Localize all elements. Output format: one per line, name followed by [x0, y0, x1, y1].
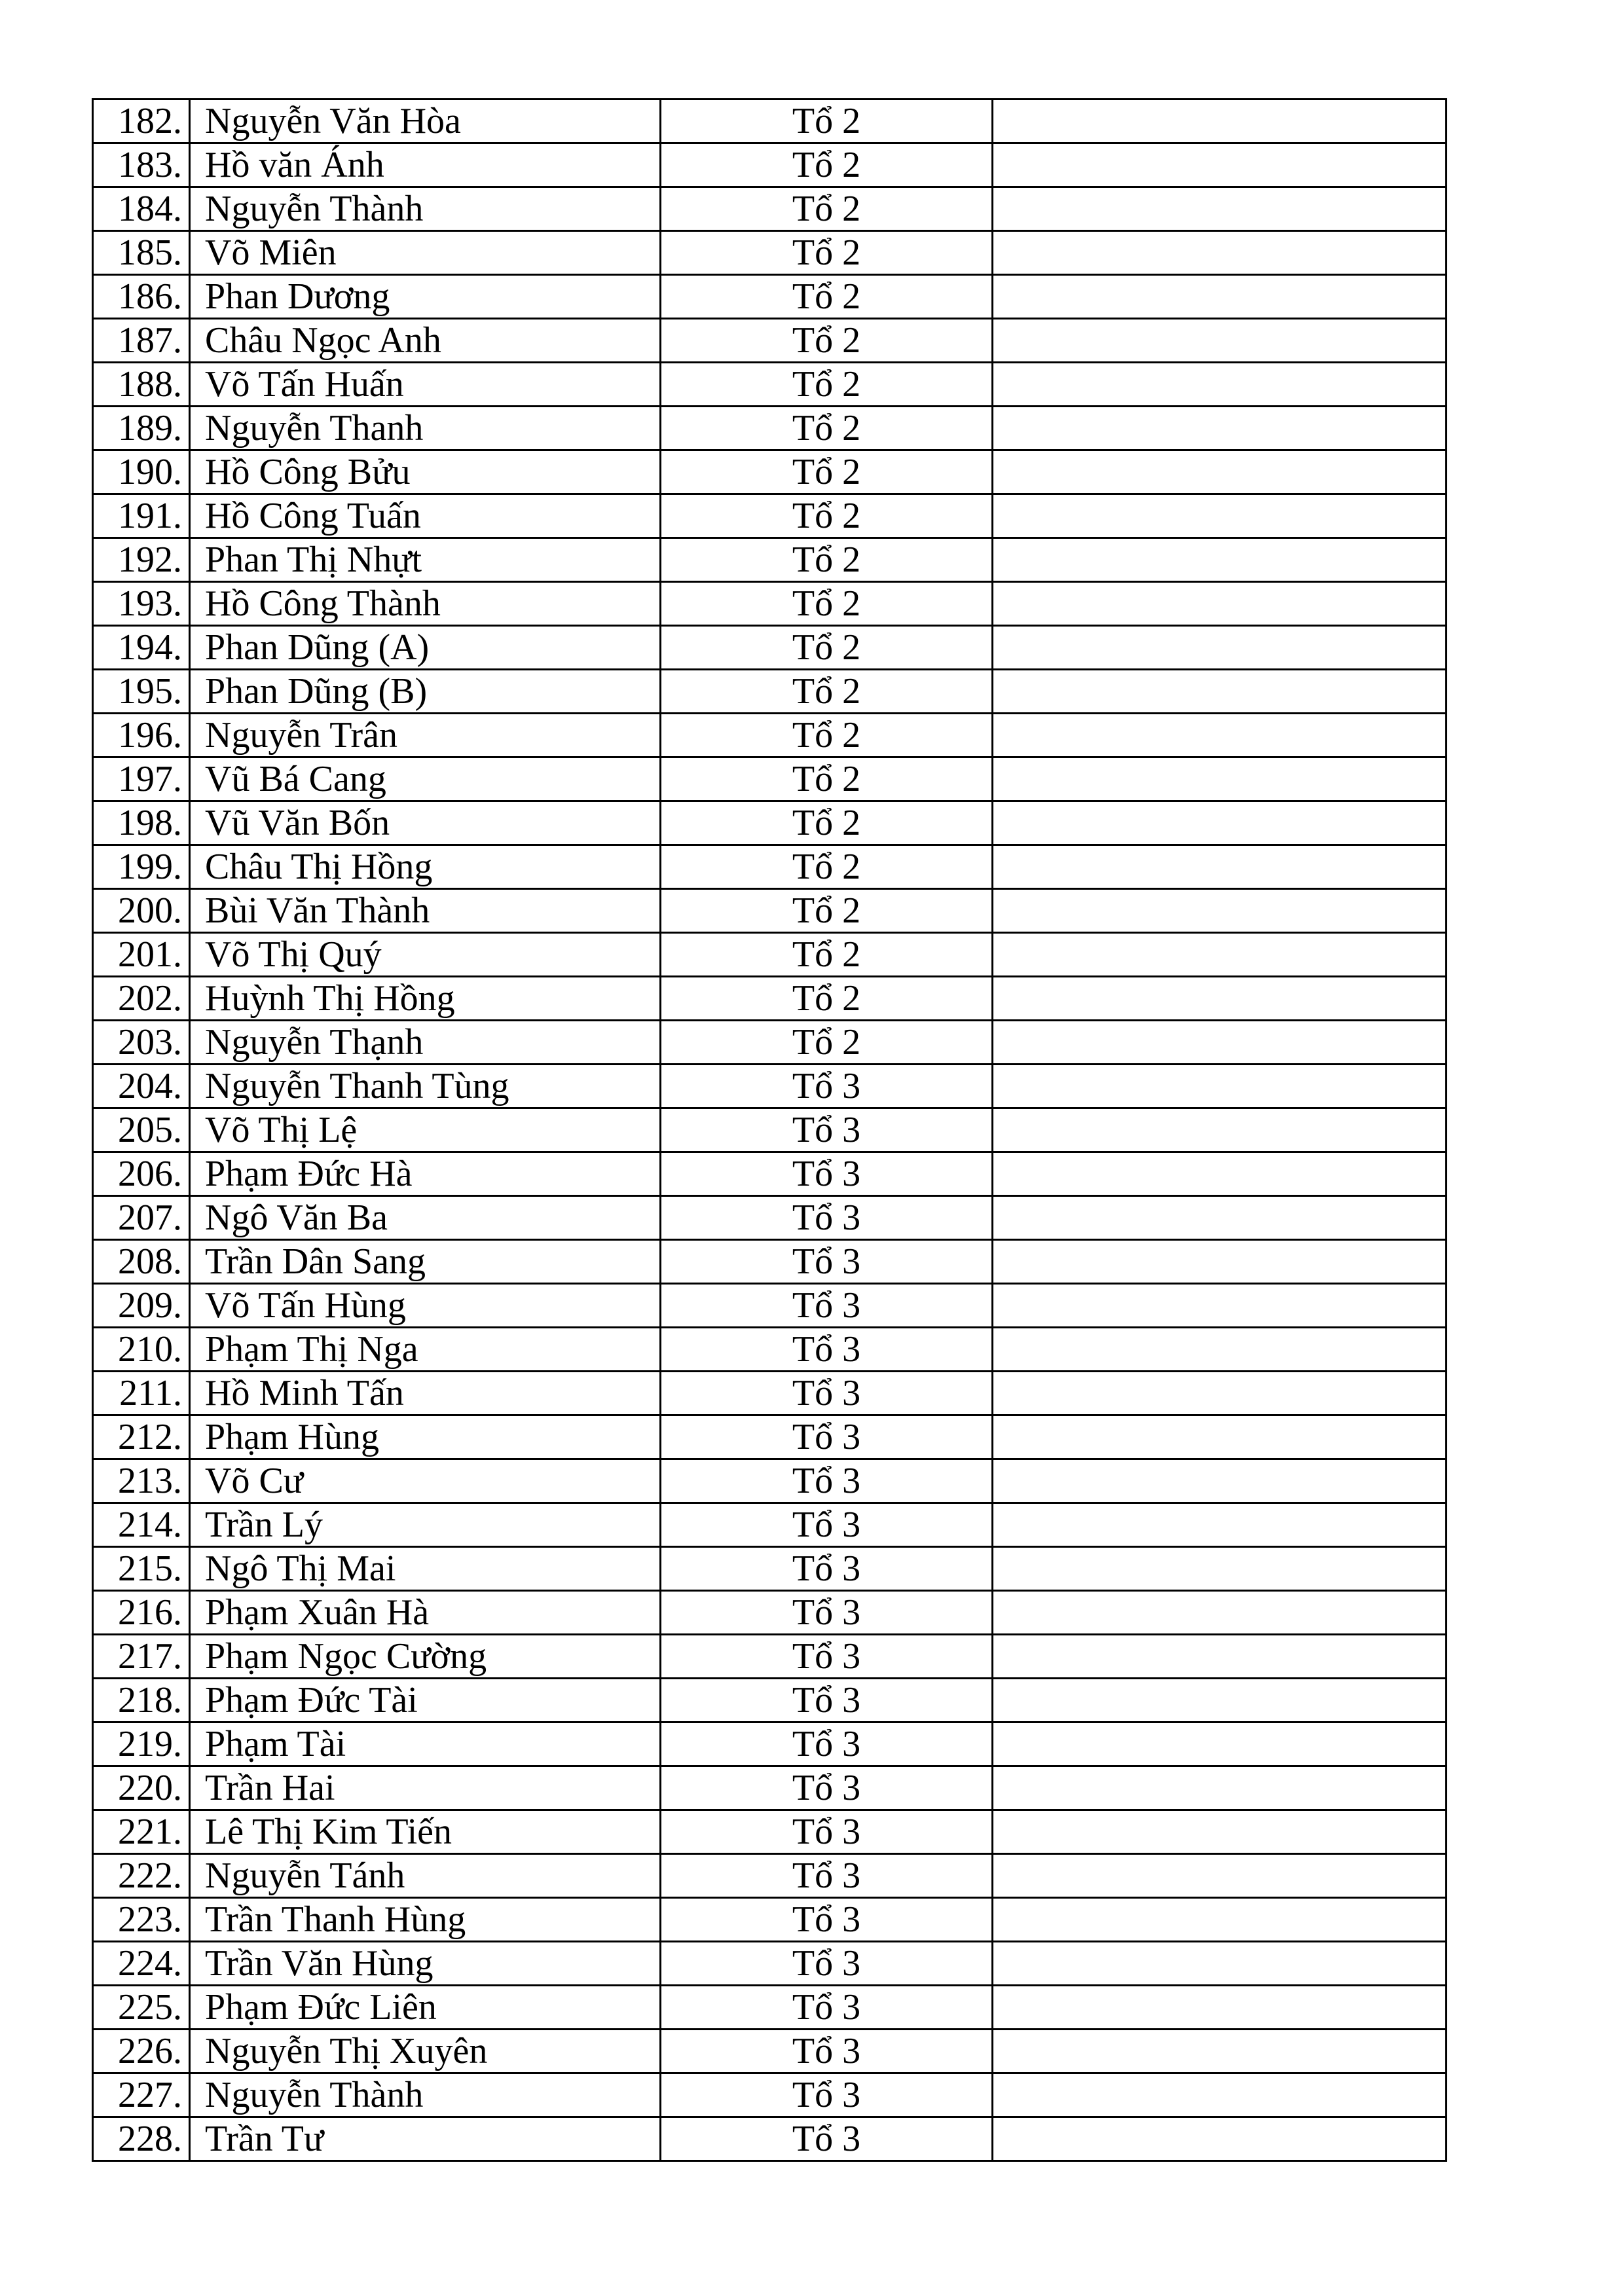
- member-name-cell: Võ Tấn Hùng: [190, 1284, 661, 1328]
- member-table: [92, 98, 1447, 2162]
- row-number-cell: 212.: [93, 1415, 190, 1459]
- group-cell: Tổ 2: [661, 933, 993, 977]
- table-row: [93, 1152, 1447, 1196]
- row-number-cell: 199.: [93, 845, 190, 889]
- row-number-cell: 205.: [93, 1108, 190, 1152]
- group-cell: Tổ 3: [661, 1591, 993, 1635]
- table-row: [93, 275, 1447, 319]
- member-name-cell: Phan Dũng (B): [190, 670, 661, 714]
- member-name-cell: Trần Thanh Hùng: [190, 1898, 661, 1942]
- group-cell: Tổ 2: [661, 977, 993, 1021]
- member-name-cell: Trần Văn Hùng: [190, 1942, 661, 1986]
- note-cell: [993, 1021, 1447, 1065]
- table-row: [93, 1415, 1447, 1459]
- group-cell: Tổ 2: [661, 450, 993, 494]
- group-cell: Tổ 3: [661, 1898, 993, 1942]
- member-name-cell: Võ Thị Lệ: [190, 1108, 661, 1152]
- row-number-cell: 187.: [93, 319, 190, 363]
- note-cell: [993, 1152, 1447, 1196]
- row-number-cell: 228.: [93, 2117, 190, 2161]
- member-name-cell: Võ Miên: [190, 231, 661, 275]
- note-cell: [993, 1635, 1447, 1679]
- group-cell: Tổ 2: [661, 319, 993, 363]
- note-cell: [993, 1722, 1447, 1766]
- member-name-cell: Hồ Công Thành: [190, 582, 661, 626]
- row-number-cell: 182.: [93, 100, 190, 143]
- row-number-cell: 218.: [93, 1679, 190, 1722]
- table-row: [93, 407, 1447, 450]
- member-name-cell: Võ Thị Quý: [190, 933, 661, 977]
- table-row: [93, 933, 1447, 977]
- table-row: [93, 1766, 1447, 1810]
- row-number-cell: 213.: [93, 1459, 190, 1503]
- member-name-cell: Phan Dũng (A): [190, 626, 661, 670]
- group-cell: Tổ 2: [661, 275, 993, 319]
- member-name-cell: Phạm Hùng: [190, 1415, 661, 1459]
- member-name-cell: Châu Ngọc Anh: [190, 319, 661, 363]
- table-row: [93, 2030, 1447, 2073]
- member-name-cell: Hồ văn Ánh: [190, 143, 661, 187]
- row-number-cell: 223.: [93, 1898, 190, 1942]
- row-number-cell: 211.: [93, 1372, 190, 1415]
- table-row: [93, 1810, 1447, 1854]
- row-number-cell: 214.: [93, 1503, 190, 1547]
- table-row: [93, 231, 1447, 275]
- table-row: [93, 1986, 1447, 2030]
- table-row: [93, 1722, 1447, 1766]
- row-number-cell: 225.: [93, 1986, 190, 2030]
- member-name-cell: Huỳnh Thị Hồng: [190, 977, 661, 1021]
- table-row: [93, 626, 1447, 670]
- row-number-cell: 207.: [93, 1196, 190, 1240]
- group-cell: Tổ 2: [661, 845, 993, 889]
- member-name-cell: Nguyễn Thạnh: [190, 1021, 661, 1065]
- row-number-cell: 192.: [93, 538, 190, 582]
- row-number-cell: 198.: [93, 801, 190, 845]
- note-cell: [993, 1196, 1447, 1240]
- member-name-cell: Phan Dương: [190, 275, 661, 319]
- note-cell: [993, 494, 1447, 538]
- member-name-cell: Phạm Thị Nga: [190, 1328, 661, 1372]
- member-name-cell: Nguyễn Tánh: [190, 1854, 661, 1898]
- group-cell: Tổ 3: [661, 1503, 993, 1547]
- row-number-cell: 186.: [93, 275, 190, 319]
- group-cell: Tổ 2: [661, 582, 993, 626]
- member-name-cell: Trần Tư: [190, 2117, 661, 2161]
- row-number-cell: 220.: [93, 1766, 190, 1810]
- row-number-cell: 203.: [93, 1021, 190, 1065]
- table-row: [93, 187, 1447, 231]
- note-cell: [993, 1679, 1447, 1722]
- table-row: [93, 889, 1447, 933]
- row-number-cell: 196.: [93, 714, 190, 757]
- group-cell: Tổ 2: [661, 363, 993, 407]
- table-row: [93, 1196, 1447, 1240]
- row-number-cell: 188.: [93, 363, 190, 407]
- note-cell: [993, 275, 1447, 319]
- group-cell: Tổ 3: [661, 1240, 993, 1284]
- note-cell: [993, 933, 1447, 977]
- note-cell: [993, 143, 1447, 187]
- group-cell: Tổ 3: [661, 1459, 993, 1503]
- note-cell: [993, 1898, 1447, 1942]
- note-cell: [993, 757, 1447, 801]
- group-cell: Tổ 3: [661, 2073, 993, 2117]
- member-name-cell: Phạm Đức Hà: [190, 1152, 661, 1196]
- note-cell: [993, 100, 1447, 143]
- group-cell: Tổ 2: [661, 407, 993, 450]
- note-cell: [993, 670, 1447, 714]
- note-cell: [993, 582, 1447, 626]
- member-name-cell: Trần Lý: [190, 1503, 661, 1547]
- note-cell: [993, 538, 1447, 582]
- table-row: [93, 670, 1447, 714]
- row-number-cell: 193.: [93, 582, 190, 626]
- member-name-cell: Phạm Tài: [190, 1722, 661, 1766]
- group-cell: Tổ 2: [661, 757, 993, 801]
- table-row: [93, 1679, 1447, 1722]
- note-cell: [993, 845, 1447, 889]
- row-number-cell: 189.: [93, 407, 190, 450]
- row-number-cell: 197.: [93, 757, 190, 801]
- group-cell: Tổ 3: [661, 1328, 993, 1372]
- member-name-cell: Nguyễn Thanh Tùng: [190, 1065, 661, 1108]
- member-name-cell: Bùi Văn Thành: [190, 889, 661, 933]
- row-number-cell: 206.: [93, 1152, 190, 1196]
- note-cell: [993, 1415, 1447, 1459]
- note-cell: [993, 889, 1447, 933]
- group-cell: Tổ 3: [661, 1810, 993, 1854]
- row-number-cell: 208.: [93, 1240, 190, 1284]
- row-number-cell: 215.: [93, 1547, 190, 1591]
- table-row: [93, 1635, 1447, 1679]
- member-name-cell: Nguyễn Thành: [190, 187, 661, 231]
- group-cell: Tổ 3: [661, 1722, 993, 1766]
- group-cell: Tổ 2: [661, 670, 993, 714]
- member-name-cell: Hồ Công Tuấn: [190, 494, 661, 538]
- member-name-cell: Phan Thị Nhựt: [190, 538, 661, 582]
- member-name-cell: Trần Hai: [190, 1766, 661, 1810]
- table-row: [93, 977, 1447, 1021]
- table-row: [93, 801, 1447, 845]
- table-row: [93, 845, 1447, 889]
- table-row: [93, 1372, 1447, 1415]
- member-name-cell: Phạm Đức Tài: [190, 1679, 661, 1722]
- group-cell: Tổ 3: [661, 1942, 993, 1986]
- table-row: [93, 1108, 1447, 1152]
- member-table-body: [93, 100, 1447, 2161]
- note-cell: [993, 2030, 1447, 2073]
- table-row: [93, 538, 1447, 582]
- table-row: [93, 450, 1447, 494]
- group-cell: Tổ 3: [661, 1065, 993, 1108]
- note-cell: [993, 1065, 1447, 1108]
- group-cell: Tổ 2: [661, 143, 993, 187]
- group-cell: Tổ 3: [661, 1635, 993, 1679]
- table-row: [93, 494, 1447, 538]
- row-number-cell: 202.: [93, 977, 190, 1021]
- group-cell: Tổ 2: [661, 538, 993, 582]
- row-number-cell: 216.: [93, 1591, 190, 1635]
- member-name-cell: Nguyễn Thanh: [190, 407, 661, 450]
- note-cell: [993, 1986, 1447, 2030]
- member-name-cell: Võ Cư: [190, 1459, 661, 1503]
- row-number-cell: 185.: [93, 231, 190, 275]
- note-cell: [993, 450, 1447, 494]
- row-number-cell: 227.: [93, 2073, 190, 2117]
- table-row: [93, 2073, 1447, 2117]
- table-row: [93, 1591, 1447, 1635]
- note-cell: [993, 977, 1447, 1021]
- note-cell: [993, 801, 1447, 845]
- row-number-cell: 209.: [93, 1284, 190, 1328]
- group-cell: Tổ 3: [661, 1415, 993, 1459]
- group-cell: Tổ 3: [661, 1766, 993, 1810]
- note-cell: [993, 714, 1447, 757]
- group-cell: Tổ 2: [661, 1021, 993, 1065]
- note-cell: [993, 319, 1447, 363]
- table-row: [93, 1021, 1447, 1065]
- row-number-cell: 217.: [93, 1635, 190, 1679]
- member-name-cell: Nguyễn Văn Hòa: [190, 100, 661, 143]
- note-cell: [993, 1240, 1447, 1284]
- note-cell: [993, 231, 1447, 275]
- table-row: [93, 1240, 1447, 1284]
- table-row: [93, 1503, 1447, 1547]
- table-row: [93, 714, 1447, 757]
- group-cell: Tổ 3: [661, 1196, 993, 1240]
- note-cell: [993, 363, 1447, 407]
- row-number-cell: 200.: [93, 889, 190, 933]
- group-cell: Tổ 3: [661, 1152, 993, 1196]
- table-row: [93, 1942, 1447, 1986]
- note-cell: [993, 187, 1447, 231]
- row-number-cell: 195.: [93, 670, 190, 714]
- table-row: [93, 1547, 1447, 1591]
- group-cell: Tổ 3: [661, 2030, 993, 2073]
- table-row: [93, 1065, 1447, 1108]
- note-cell: [993, 1372, 1447, 1415]
- row-number-cell: 219.: [93, 1722, 190, 1766]
- group-cell: Tổ 2: [661, 801, 993, 845]
- row-number-cell: 224.: [93, 1942, 190, 1986]
- member-name-cell: Vũ Bá Cang: [190, 757, 661, 801]
- row-number-cell: 190.: [93, 450, 190, 494]
- note-cell: [993, 1547, 1447, 1591]
- group-cell: Tổ 2: [661, 626, 993, 670]
- note-cell: [993, 1854, 1447, 1898]
- member-name-cell: Ngô Văn Ba: [190, 1196, 661, 1240]
- member-name-cell: Phạm Đức Liên: [190, 1986, 661, 2030]
- member-name-cell: Ngô Thị Mai: [190, 1547, 661, 1591]
- note-cell: [993, 2117, 1447, 2161]
- group-cell: Tổ 3: [661, 2117, 993, 2161]
- note-cell: [993, 1591, 1447, 1635]
- table-row: [93, 143, 1447, 187]
- table-row: [93, 1854, 1447, 1898]
- table-row: [93, 1459, 1447, 1503]
- table-row: [93, 582, 1447, 626]
- note-cell: [993, 1108, 1447, 1152]
- group-cell: Tổ 2: [661, 187, 993, 231]
- row-number-cell: 183.: [93, 143, 190, 187]
- row-number-cell: 204.: [93, 1065, 190, 1108]
- group-cell: Tổ 3: [661, 1284, 993, 1328]
- member-name-cell: Vũ Văn Bốn: [190, 801, 661, 845]
- table-row: [93, 363, 1447, 407]
- member-name-cell: Nguyễn Thành: [190, 2073, 661, 2117]
- note-cell: [993, 2073, 1447, 2117]
- table-row: [93, 100, 1447, 143]
- row-number-cell: 226.: [93, 2030, 190, 2073]
- table-row: [93, 1284, 1447, 1328]
- member-name-cell: Trần Dân Sang: [190, 1240, 661, 1284]
- row-number-cell: 201.: [93, 933, 190, 977]
- note-cell: [993, 1328, 1447, 1372]
- group-cell: Tổ 3: [661, 1986, 993, 2030]
- note-cell: [993, 407, 1447, 450]
- table-row: [93, 2117, 1447, 2161]
- note-cell: [993, 1284, 1447, 1328]
- member-name-cell: Nguyễn Trân: [190, 714, 661, 757]
- group-cell: Tổ 3: [661, 1679, 993, 1722]
- member-name-cell: Lê Thị Kim Tiến: [190, 1810, 661, 1854]
- row-number-cell: 184.: [93, 187, 190, 231]
- note-cell: [993, 1503, 1447, 1547]
- member-name-cell: Hồ Công Bửu: [190, 450, 661, 494]
- member-name-cell: Phạm Xuân Hà: [190, 1591, 661, 1635]
- row-number-cell: 191.: [93, 494, 190, 538]
- note-cell: [993, 1766, 1447, 1810]
- note-cell: [993, 1459, 1447, 1503]
- group-cell: Tổ 2: [661, 231, 993, 275]
- group-cell: Tổ 3: [661, 1854, 993, 1898]
- row-number-cell: 222.: [93, 1854, 190, 1898]
- row-number-cell: 210.: [93, 1328, 190, 1372]
- table-row: [93, 757, 1447, 801]
- row-number-cell: 221.: [93, 1810, 190, 1854]
- group-cell: Tổ 2: [661, 494, 993, 538]
- member-name-cell: Hồ Minh Tấn: [190, 1372, 661, 1415]
- table-row: [93, 1898, 1447, 1942]
- member-name-cell: Phạm Ngọc Cường: [190, 1635, 661, 1679]
- table-row: [93, 319, 1447, 363]
- note-cell: [993, 1810, 1447, 1854]
- member-name-cell: Châu Thị Hồng: [190, 845, 661, 889]
- table-row: [93, 1328, 1447, 1372]
- note-cell: [993, 1942, 1447, 1986]
- group-cell: Tổ 2: [661, 889, 993, 933]
- member-name-cell: Võ Tấn Huấn: [190, 363, 661, 407]
- group-cell: Tổ 3: [661, 1108, 993, 1152]
- group-cell: Tổ 3: [661, 1547, 993, 1591]
- note-cell: [993, 626, 1447, 670]
- group-cell: Tổ 3: [661, 1372, 993, 1415]
- group-cell: Tổ 2: [661, 100, 993, 143]
- member-name-cell: Nguyễn Thị Xuyên: [190, 2030, 661, 2073]
- row-number-cell: 194.: [93, 626, 190, 670]
- group-cell: Tổ 2: [661, 714, 993, 757]
